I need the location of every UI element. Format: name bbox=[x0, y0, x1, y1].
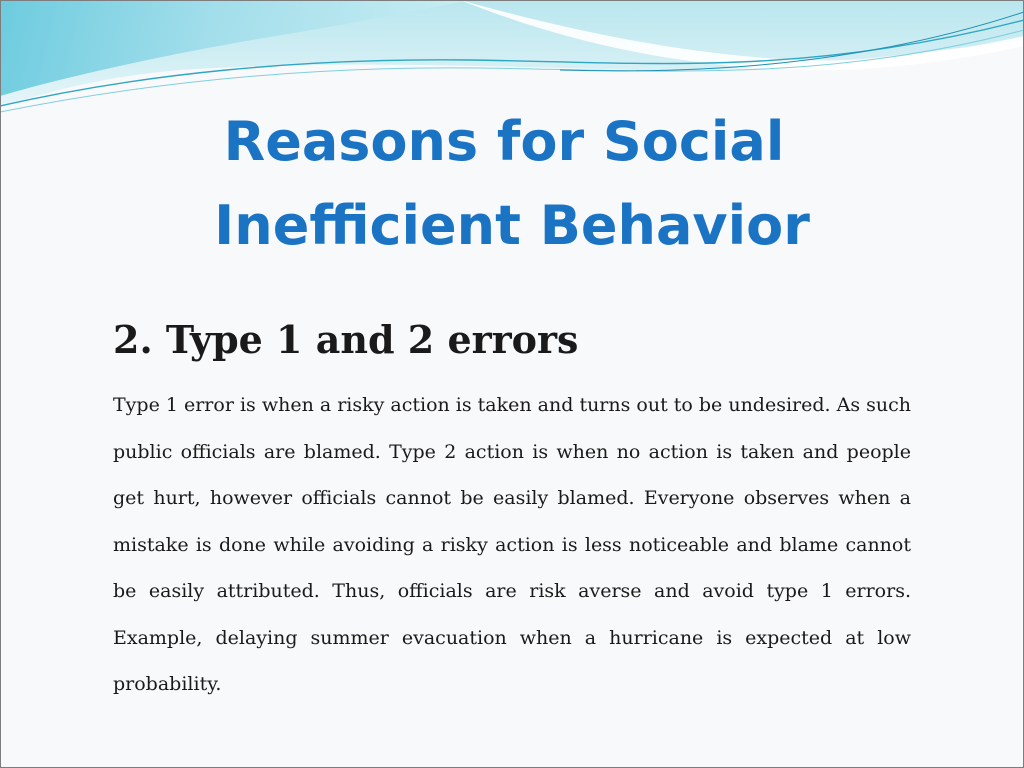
slide-content bbox=[113, 316, 911, 708]
slide-title-line-1: Reasons for Social bbox=[223, 110, 785, 173]
slide-title-line-2: Inefficient Behavior bbox=[214, 194, 810, 257]
section-heading: 2. Type 1 and 2 errors bbox=[113, 317, 579, 362]
slide-title bbox=[0, 100, 1024, 268]
body-paragraph: Type 1 error is when a risky action is taken and turns out to be undesired. As such public officials are blamed. Type 2 action is when no action is taken and people get hurt, however officials cannot be easily blamed. Everyone observes when a mistake is done while avoiding a risky action is less noticeable and blame cannot be easily attributed. Thus, officials are risk averse and avoid type 1 errors. Example, delaying summer evacuation when a hurricane is expected at low probability. bbox=[113, 394, 911, 695]
